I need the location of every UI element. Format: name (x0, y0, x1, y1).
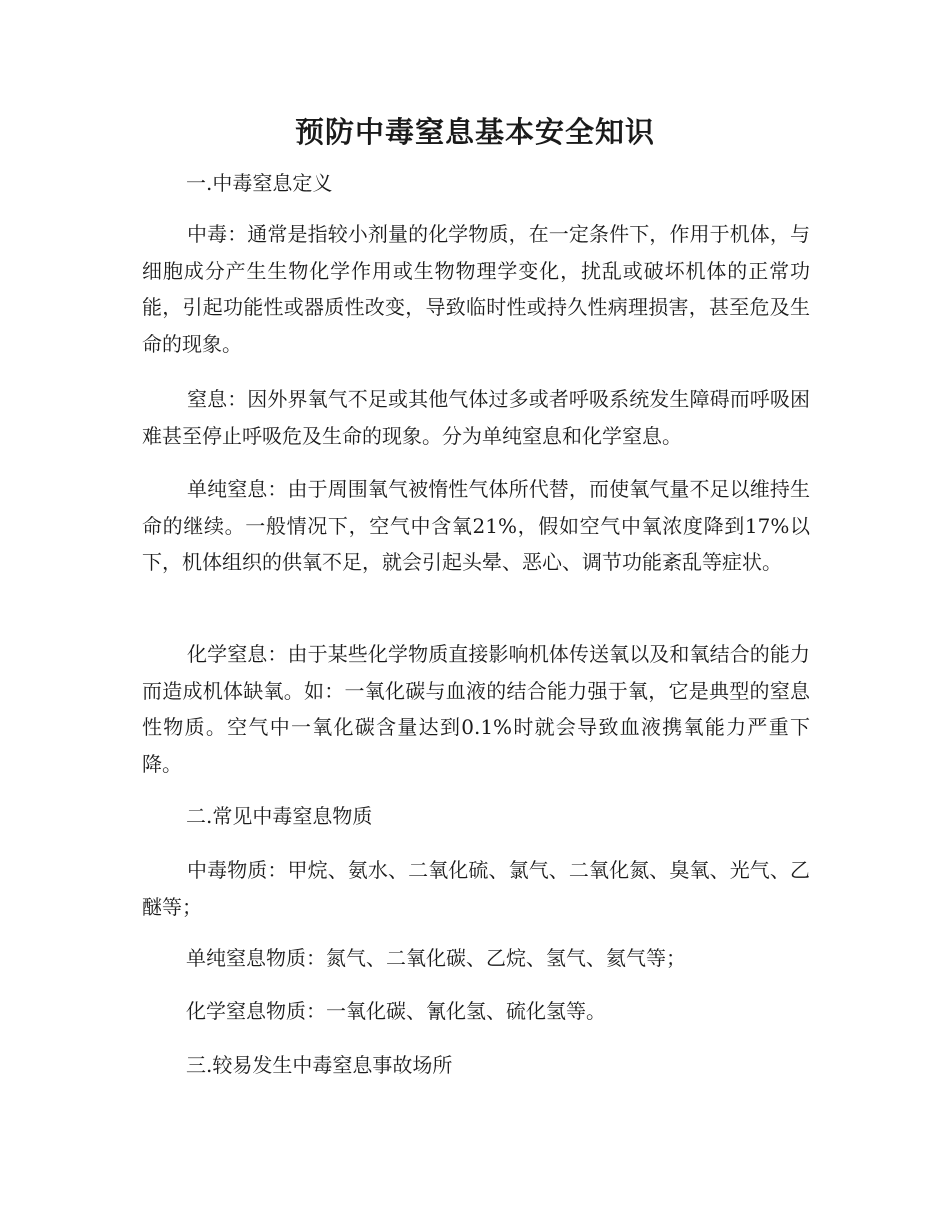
paragraph-simple-asphyxia: 单纯窒息：由于周围氧气被惰性气体所代替，而使氧气量不足以维持生命的继续。一般情况下，空气中含氧21%，假如空气中氧浓度降到17%以下，机体组织的供氧不足，就会引起头晕、恶心、调节功能紊乱等症状。 (142, 477, 810, 574)
paragraph-simple-asphyxia-substances: 单纯窒息物质：氮气、二氧化碳、乙烷、氢气、氦气等； (186, 946, 686, 970)
document-title: 预防中毒窒息基本安全知识 (294, 115, 655, 149)
section-heading-substances: 二.常见中毒窒息物质 (186, 804, 373, 828)
paragraph-chemical-asphyxia: 化学窒息：由于某些化学物质直接影响机体传送氧以及和氧结合的能力而造成机体缺氧。如：一氧化碳与血液的结合能力强于氧，它是典型的窒息性物质。空气中一氧化碳含量达到0.1%时就会导致血液携氧能力严重下降。 (142, 642, 810, 776)
paragraph-asphyxia-definition: 窒息：因外界氧气不足或其他气体过多或者呼吸系统发生障碍而呼吸困难甚至停止呼吸危及生命的现象。分为单纯窒息和化学窒息。 (142, 387, 810, 448)
paragraph-chemical-asphyxia-substances: 化学窒息物质：一氧化碳、氰化氢、硫化氢等。 (186, 999, 606, 1023)
paragraph-poisoning-definition: 中毒：通常是指较小剂量的化学物质，在一定条件下，作用于机体，与细胞成分产生生物化学作用或生物物理学变化，扰乱或破坏机体的正常功能，引起功能性或器质性改变，导致临时性或持久性病理损害，甚至危及生命的现象。 (142, 222, 810, 356)
section-heading-definitions: 一.中毒窒息定义 (186, 171, 333, 195)
paragraph-poison-substances: 中毒物质：甲烷、氨水、二氧化硫、氯气、二氧化氮、臭氧、光气、乙醚等； (142, 858, 810, 919)
section-heading-accident-sites: 三.较易发生中毒窒息事故场所 (186, 1053, 453, 1077)
